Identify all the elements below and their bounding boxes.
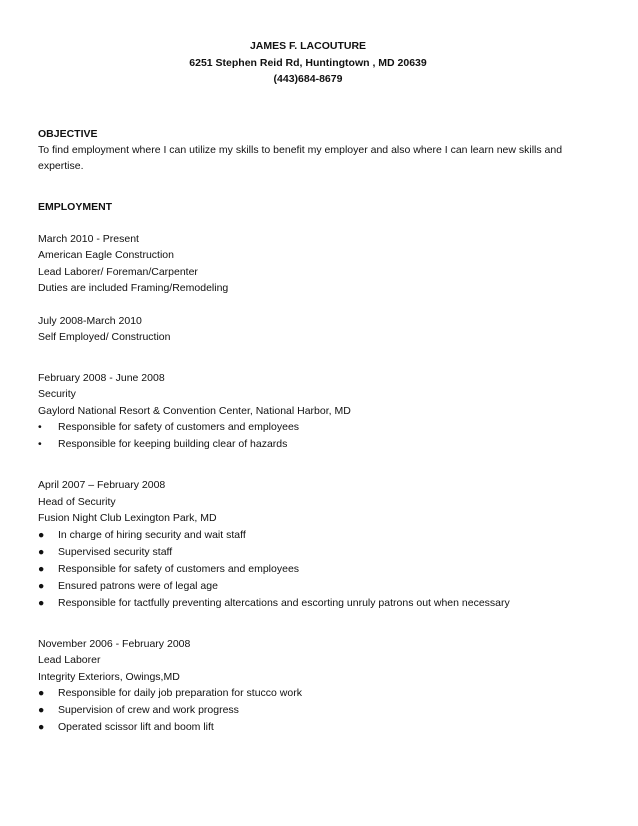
objective-section [38, 126, 578, 175]
bullet-icon: ● [38, 545, 45, 558]
job-duties-list [38, 419, 578, 453]
job-employer: Self Employed/ Construction [38, 331, 171, 343]
applicant-phone: (443)684-8679 [273, 73, 343, 85]
list-item: ● In charge of hiring security and wait staff [38, 527, 578, 544]
resume-header [38, 38, 578, 88]
job-position: Lead Laborer [38, 654, 101, 666]
bullet-icon: ● [38, 721, 45, 733]
job-entry [38, 313, 578, 346]
employment-title: EMPLOYMENT [38, 200, 113, 213]
list-item: ● Responsible for safety of customers and employees [38, 561, 578, 578]
bullet-icon: • [38, 438, 42, 450]
job-dates: July 2008-March 2010 [38, 314, 142, 327]
job-dates: February 2008 - June 2008 [38, 371, 165, 384]
bullet-icon: ● [38, 579, 45, 592]
bullet-icon: • [38, 421, 42, 433]
applicant-name: JAMES F. LACOUTURE [249, 40, 367, 52]
list-item: ● Responsible for tactfully preventing altercations and escorting unruly patrons out when necessary [38, 595, 578, 612]
job-position: Head of Security [38, 495, 116, 508]
bullet-icon: ● [38, 596, 45, 609]
objective-text: To find employment where I can utilize my skills to benefit my employer and also where I can learn new skills and expertise. [38, 143, 563, 172]
job-description: Duties are included Framing/Remodeling [38, 282, 229, 294]
list-item: ● Ensured patrons were of legal age [38, 578, 578, 595]
job-position: Security [38, 388, 76, 400]
job-position: Lead Laborer/ Foreman/Carpenter [38, 265, 198, 278]
job-duties-list [38, 685, 578, 736]
list-item: ● Responsible for daily job preparation for stucco work [38, 685, 578, 702]
job-entry [38, 370, 578, 454]
list-item: ● Operated scissor lift and boom lift [38, 719, 578, 736]
applicant-address: 6251 Stephen Reid Rd, Huntingtown , MD 20639 [189, 56, 427, 69]
job-employer: American Eagle Construction [38, 249, 174, 261]
objective-title: OBJECTIVE [38, 127, 98, 140]
employment-section [38, 199, 578, 737]
bullet-icon: ● [38, 687, 45, 699]
job-dates: March 2010 - Present [38, 232, 139, 245]
job-entry [38, 477, 578, 612]
bullet-icon: ● [38, 528, 45, 541]
bullet-icon: ● [38, 562, 45, 575]
list-item: ● Supervised security staff [38, 544, 578, 561]
list-item: ● Supervision of crew and work progress [38, 702, 578, 719]
bullet-icon: ● [38, 704, 45, 716]
list-item: • Responsible for keeping building clear of hazards [38, 436, 578, 453]
job-employer: Integrity Exteriors, Owings,MD [38, 670, 180, 683]
list-item: • Responsible for safety of customers and employees [38, 419, 578, 436]
job-dates: November 2006 - February 2008 [38, 637, 191, 650]
job-employer: Fusion Night Club Lexington Park, MD [38, 512, 217, 524]
job-dates: April 2007 – February 2008 [38, 479, 166, 491]
job-employer: Gaylord National Resort & Convention Center, National Harbor, MD [38, 404, 351, 417]
job-entry [38, 636, 578, 737]
job-duties-list [38, 527, 578, 612]
job-entry [38, 231, 578, 297]
